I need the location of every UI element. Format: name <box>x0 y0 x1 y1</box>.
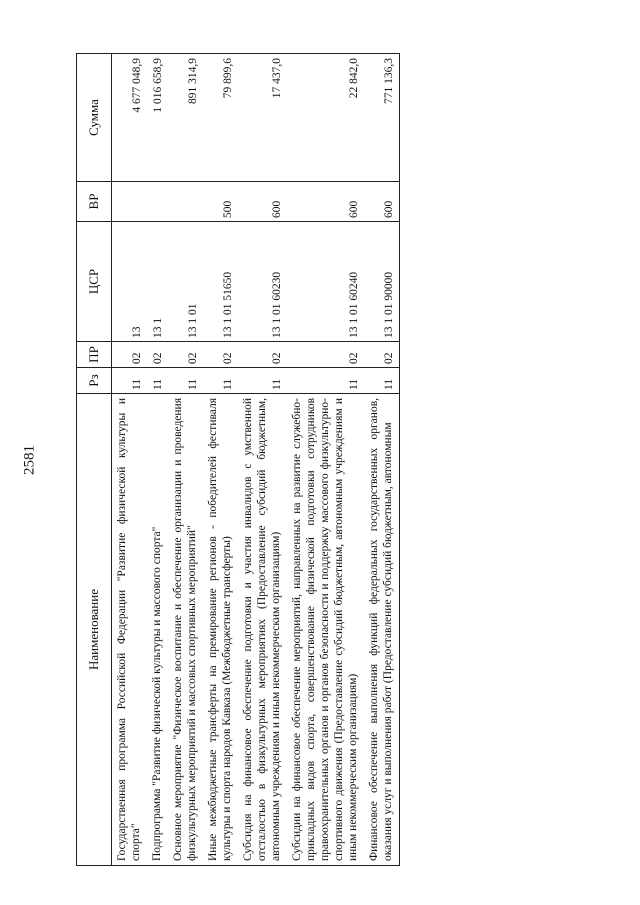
row-rz: 11 <box>147 368 168 394</box>
row-csr: 13 1 01 60240 <box>287 222 364 342</box>
row-rz: 11 <box>203 368 238 394</box>
row-rz: 11 <box>364 368 400 394</box>
row-name: Субсидии на финансовое обеспечение мероприятий, направленных на развитие служебно-прикладных видов спорта, совершенствование физической подготовки сотрудников правоохранительных органов и органов безопасности и поддержку массового физкультурно-спортивного движения (Предоставление субсидий бюджетным, автономным учреждениям и иным некоммерческим организациям) <box>287 394 364 866</box>
row-rz: 11 <box>168 368 203 394</box>
row-sum: 4 677 048,9 <box>112 54 148 182</box>
row-vr: 600 <box>364 182 400 222</box>
header-sum: Сумма <box>77 54 112 182</box>
table-row <box>112 54 148 866</box>
row-csr: 13 1 01 51650 <box>203 222 238 342</box>
row-csr: 13 <box>112 222 148 342</box>
table-row <box>287 54 364 866</box>
row-name: Субсидия на финансовое обеспечение подготовки и участия инвалидов с умственной отсталостью в физкультурных мероприятиях (Предоставление субсидий бюджетным, автономным учреждениям и иным некоммерческим организациям) <box>238 394 287 866</box>
row-name: Подпрограмма "Развитие физической культуры и массового спорта" <box>147 394 168 866</box>
row-name: Основное мероприятие "Физическое воспитание и обеспечение организации и проведения физкультурных мероприятий и массовых спортивных мероприятий" <box>168 394 203 866</box>
row-pr: 02 <box>168 342 203 368</box>
row-sum: 891 314,9 <box>168 54 203 182</box>
row-name: Иные межбюджетные трансферты на премирование регионов - победителей фестиваля культуры и спорта народов Кавказа (Межбюджетные трансферты) <box>203 394 238 866</box>
row-rz: 11 <box>112 368 148 394</box>
table-row <box>238 54 287 866</box>
row-pr: 02 <box>364 342 400 368</box>
row-sum: 22 842,0 <box>287 54 364 182</box>
row-csr: 13 1 01 90000 <box>364 222 400 342</box>
rotated-content <box>70 50 590 870</box>
row-pr: 02 <box>147 342 168 368</box>
header-vr: ВР <box>77 182 112 222</box>
row-csr: 13 1 <box>147 222 168 342</box>
header-pr: ПР <box>77 342 112 368</box>
row-sum: 17 437,0 <box>238 54 287 182</box>
row-name: Финансовое обеспечение выполнения функций федеральных государственных органов, оказания услуг и выполнения работ (Предоставление субсидий бюджетным, автономным <box>364 394 400 866</box>
page-number-box <box>18 430 42 490</box>
table-row <box>364 54 400 866</box>
row-pr: 02 <box>203 342 238 368</box>
header-rz: Рз <box>77 368 112 394</box>
row-sum: 771 136,3 <box>364 54 400 182</box>
row-vr: 600 <box>287 182 364 222</box>
row-vr <box>112 182 148 222</box>
page-number: 2581 <box>21 445 38 475</box>
table-row <box>203 54 238 866</box>
row-vr: 500 <box>203 182 238 222</box>
row-name: Государственная программа Российской Федерации "Развитие физической культуры и спорта" <box>112 394 148 866</box>
header-csr: ЦСР <box>77 222 112 342</box>
budget-table <box>76 53 400 866</box>
row-sum: 79 899,6 <box>203 54 238 182</box>
table-row <box>147 54 168 866</box>
row-csr: 13 1 01 <box>168 222 203 342</box>
row-pr: 02 <box>112 342 148 368</box>
row-pr: 02 <box>238 342 287 368</box>
row-vr: 600 <box>238 182 287 222</box>
row-vr <box>168 182 203 222</box>
page-body <box>70 50 590 870</box>
row-sum: 1 016 658,9 <box>147 54 168 182</box>
row-rz: 11 <box>287 368 364 394</box>
row-vr <box>147 182 168 222</box>
row-pr: 02 <box>287 342 364 368</box>
table-row <box>168 54 203 866</box>
row-rz: 11 <box>238 368 287 394</box>
table-header-row <box>77 54 112 866</box>
header-name: Наименование <box>77 394 112 866</box>
row-csr: 13 1 01 60230 <box>238 222 287 342</box>
